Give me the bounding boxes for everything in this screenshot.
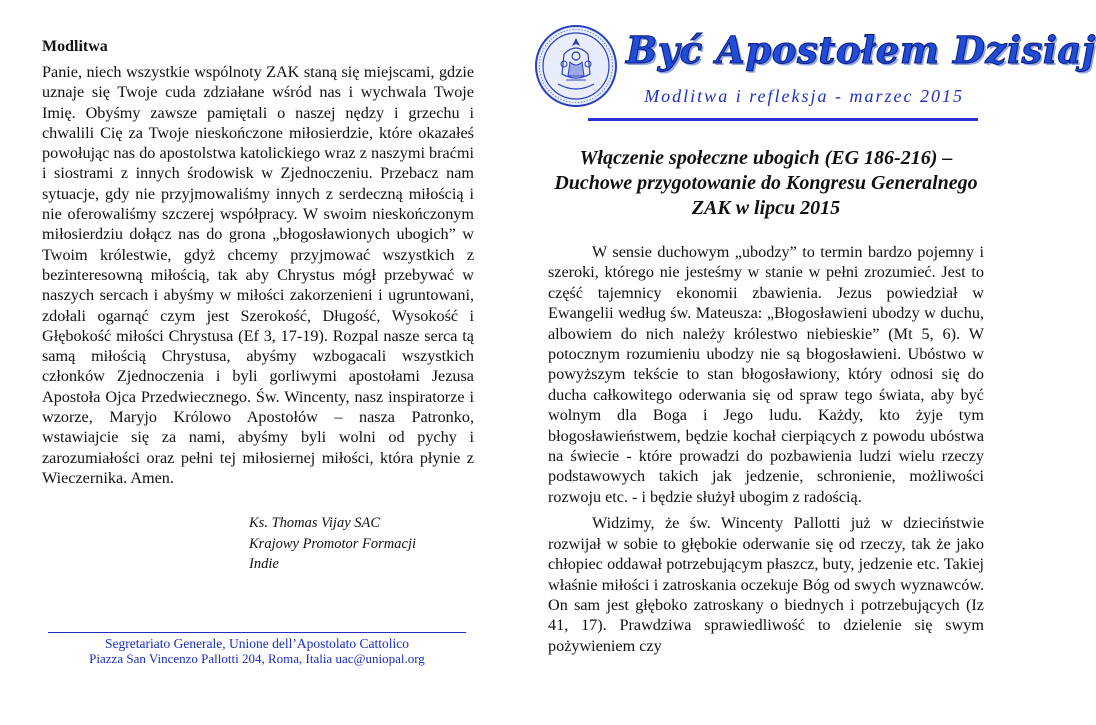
- signature-block: [249, 513, 474, 575]
- signature-role: Krajowy Promotor Formacji: [249, 535, 417, 552]
- article-title: Włączenie społeczne ubogich (EG 186-216) – Duchowe przygotowanie do Kongresu Generalnego ZAK w lipcu 2015: [554, 147, 978, 219]
- header-divider: [588, 118, 978, 121]
- article-paragraph: W sensie duchowym „ubodzy” to termin bardzo pojemny i szeroki, którego nie jesteśmy w stanie w pełni zrozumieć. Jest to część tajemnicy ekonomii zbawienia. Jezus powiedział w Ewangelii według św. Mateusza: „Błogosławieni ubodzy w duchu, albowiem do nich należy królestwo niebieskie” (Mt 5, 6). W potocznym rozumieniu ubodzy nie są błogosławieni. Ubóstwo w powyższym tekście to stan błogosławiony, który odnosi się do ducha całkowitego oderwania się od spraw tego świata, aby być wolnym dla Boga i Jego ludu. Każdy, kto żyje tym błogosławieństwem, będzie kochał cierpiących z powodu ubóstwa na świecie - które prowadzi do pozbawienia ludzi wielu rzeczy podstawowych takich jak jedzenie, schronienie, możliwości rozwoju etc. - i będzie służył ubogim z radością.: [548, 243, 984, 506]
- prayer-heading: Modlitwa: [42, 38, 108, 55]
- signature-name: Ks. Thomas Vijay SAC: [249, 515, 381, 532]
- seal-emblem-icon: [534, 24, 618, 108]
- footer-address: Piazza San Vincenzo Pallotti 204, Roma, Italia uac@uniopal.org: [89, 651, 425, 666]
- publication-subtitle: Modlitwa i refleksja - marzec 2015: [644, 86, 964, 106]
- article-paragraph: Widzimy, że św. Wincenty Pallotti już w dzieciństwie rozwijał w sobie to głębokie oderwanie się od rzeczy, tak że jako chłopiec oddawał potrzebującym płaszcz, buty, jedzenie etc. Takiej właśnie miłości i zatroskania oczekuje Bóg od swych wyznawców. On sam jest głęboko zatroskany o biednych i potrzebujących (Iz 41, 17). Prawdziwa sprawiedliwość to dzielenie się swym pożywieniem czy: [548, 514, 984, 655]
- signature-country: Indie: [249, 556, 279, 573]
- left-column: [42, 38, 474, 575]
- footer: [48, 636, 466, 666]
- footer-divider: [48, 632, 466, 633]
- article-body: [548, 242, 984, 656]
- publication-title: Być Apostołem Dzisiaj: [626, 28, 1096, 72]
- prayer-text: Panie, niech wszystkie wspólnoty ZAK staną się miejscami, gdzie uznaje się Twoje cuda zdziałane wśród nas i wychwala Twoje Imię. Obyśmy zawsze pamiętali o naszej nędzy i grzechu i chwalili Cię za Twoje nieskończone miłosierdzie, które okazałeś powołując nas do apostolstwa katolickiego wraz z naszymi braćmi i siostrami z innych środowisk w Zjednoczeniu. Przebacz nam sytuacje, gdy nie przyjmowaliśmy innych z serdeczną miłością i nie oferowaliśmy szczerej współpracy. W swoim nieskończonym miłosierdziu dołącz nas do grona „błogosławionych ubogich” w Twoim królestwie, gdyż chcemy przyjmować wszystkich z bezinteresowną miłością, tak aby Chrystus mógł przebywać w naszych sercach i abyśmy w miłości zakorzenieni i ugruntowani, zdołali ogarnąć czym jest Szerokość, Długość, Wysokość i Głębokość miłości Chrystusa (Ef 3, 17-19). Rozpal nasze serca tą samą miłością Chrystusa, abyśmy wzbogacali wszystkich członków Zjednoczenia i byli gorliwymi apostołami Jezusa Apostoła Ojca Przedwiecznego. Św. Wincenty, nasz inspiratorze i wzorze, Maryjo Królowo Apostołów – nasza Patronko, wstawiajcie się za nami, abyśmy byli wolni od pychy i zarozumiałości oraz pełni tej miłosiernej miłości, która płynie z Wieczernika. Amen.: [42, 63, 474, 487]
- footer-organization: Segretariato Generale, Unione dell’Apostolato Cattolico: [104, 636, 410, 651]
